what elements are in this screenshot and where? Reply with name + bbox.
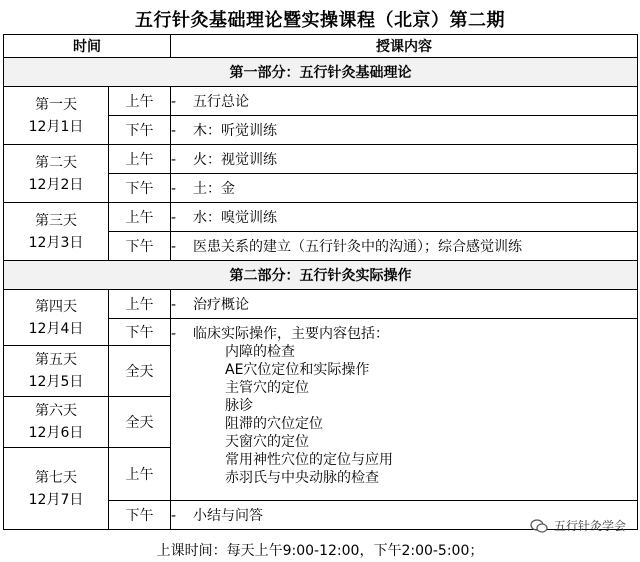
- session-cell-clinical: [171, 319, 638, 501]
- dash-marker: -: [171, 152, 177, 168]
- day-cell: [4, 87, 109, 145]
- day-name: 第二天: [35, 154, 77, 171]
- day-date: 12月2日: [28, 176, 84, 193]
- day-date: 12月1日: [28, 118, 84, 135]
- session-cell: [171, 232, 638, 261]
- header-row: [4, 35, 638, 58]
- wechat-icon: [530, 518, 548, 534]
- half-cell: 下午: [109, 232, 171, 261]
- session-text: 土：金: [193, 181, 235, 197]
- session-cell: [171, 290, 638, 319]
- half-cell: 下午: [109, 116, 171, 145]
- day-date: 12月5日: [28, 374, 84, 390]
- day-name: 第六天: [35, 403, 77, 419]
- day-date: 12月4日: [28, 320, 84, 337]
- day-cell: [4, 397, 109, 448]
- day-name: 第七天: [35, 469, 77, 486]
- section-row: [4, 58, 638, 87]
- dash-marker: -: [171, 181, 177, 197]
- clinical-item: 常用神性穴位的定位与应用: [225, 452, 393, 468]
- clinical-item: AE穴位定位和实际操作: [225, 362, 370, 378]
- day-cell: [4, 290, 109, 346]
- half-cell: 下午: [109, 501, 171, 530]
- day-name: 第一天: [35, 96, 77, 113]
- half-cell: 全天: [109, 346, 171, 397]
- clinical-item: 赤羽氏与中央动脉的检查: [225, 470, 379, 486]
- dash-marker: -: [171, 326, 177, 342]
- clinical-item: 内障的检查: [225, 344, 295, 360]
- dash-marker: -: [171, 210, 177, 226]
- dash-marker: -: [171, 508, 177, 524]
- dash-marker: -: [171, 239, 177, 255]
- clinical-item: 天窗穴的定位: [225, 434, 309, 450]
- section-row: [4, 261, 638, 290]
- schedule-footer: 上课时间：每天上午9:00-12:00，下午2:00-5:00；: [156, 543, 484, 559]
- half-cell: 下午: [109, 174, 171, 203]
- session-text: 水：嗅觉训练: [193, 210, 277, 226]
- dash-marker: -: [171, 297, 177, 313]
- clinical-item: 阻滞的穴位定位: [225, 416, 323, 432]
- session-text: 医患关系的建立（五行针灸中的沟通）；综合感觉训练: [193, 239, 522, 255]
- day-date: 12月6日: [28, 425, 84, 441]
- page-title: 五行针灸基础理论暨实操课程（北京）第二期: [135, 10, 505, 31]
- session-text: 治疗概论: [193, 297, 249, 313]
- half-cell: 上午: [109, 448, 171, 501]
- dash-marker: -: [171, 123, 177, 139]
- section-part1: 第一部分：五行针灸基础理论: [4, 58, 638, 87]
- session-cell: [171, 203, 638, 232]
- session-text: 五行总论: [193, 94, 249, 110]
- session-cell: [171, 87, 638, 116]
- day-name: 第四天: [35, 298, 77, 315]
- day-cell: [4, 346, 109, 397]
- day-cell: [4, 203, 109, 261]
- clinical-item: 脉诊: [225, 398, 253, 414]
- day-name: 第三天: [35, 212, 77, 229]
- watermark: [530, 517, 626, 534]
- section-part2: 第二部分：五行针灸实际操作: [4, 261, 638, 290]
- half-cell: 上午: [109, 290, 171, 319]
- day-date: 12月7日: [28, 491, 84, 508]
- header-content: 授课内容: [171, 35, 638, 58]
- table-row: [4, 290, 638, 319]
- half-cell: 上午: [109, 145, 171, 174]
- day-cell: [4, 145, 109, 203]
- session-text: 火：视觉训练: [193, 152, 277, 168]
- session-cell: [171, 174, 638, 203]
- session-cell: [171, 116, 638, 145]
- header-time: 时间: [4, 35, 171, 58]
- clinical-intro: - 临床实际操作，主要内容包括：: [171, 326, 389, 342]
- clinical-item: 主管穴的定位: [225, 380, 309, 396]
- half-cell: 全天: [109, 397, 171, 448]
- table-row: [4, 87, 638, 116]
- half-cell: 上午: [109, 87, 171, 116]
- session-text: 木：听觉训练: [193, 123, 277, 139]
- table-row: [4, 203, 638, 232]
- schedule-table: [3, 34, 638, 530]
- watermark-text: 五行针灸学会: [553, 519, 626, 533]
- session-cell: [171, 145, 638, 174]
- day-name: 第五天: [35, 352, 77, 368]
- session-text: 小结与问答: [193, 508, 263, 524]
- half-cell: 上午: [109, 203, 171, 232]
- table-row: [4, 145, 638, 174]
- dash-marker: -: [171, 94, 177, 110]
- day-cell: [4, 448, 109, 530]
- half-cell: 下午: [109, 319, 171, 346]
- day-date: 12月3日: [28, 234, 84, 251]
